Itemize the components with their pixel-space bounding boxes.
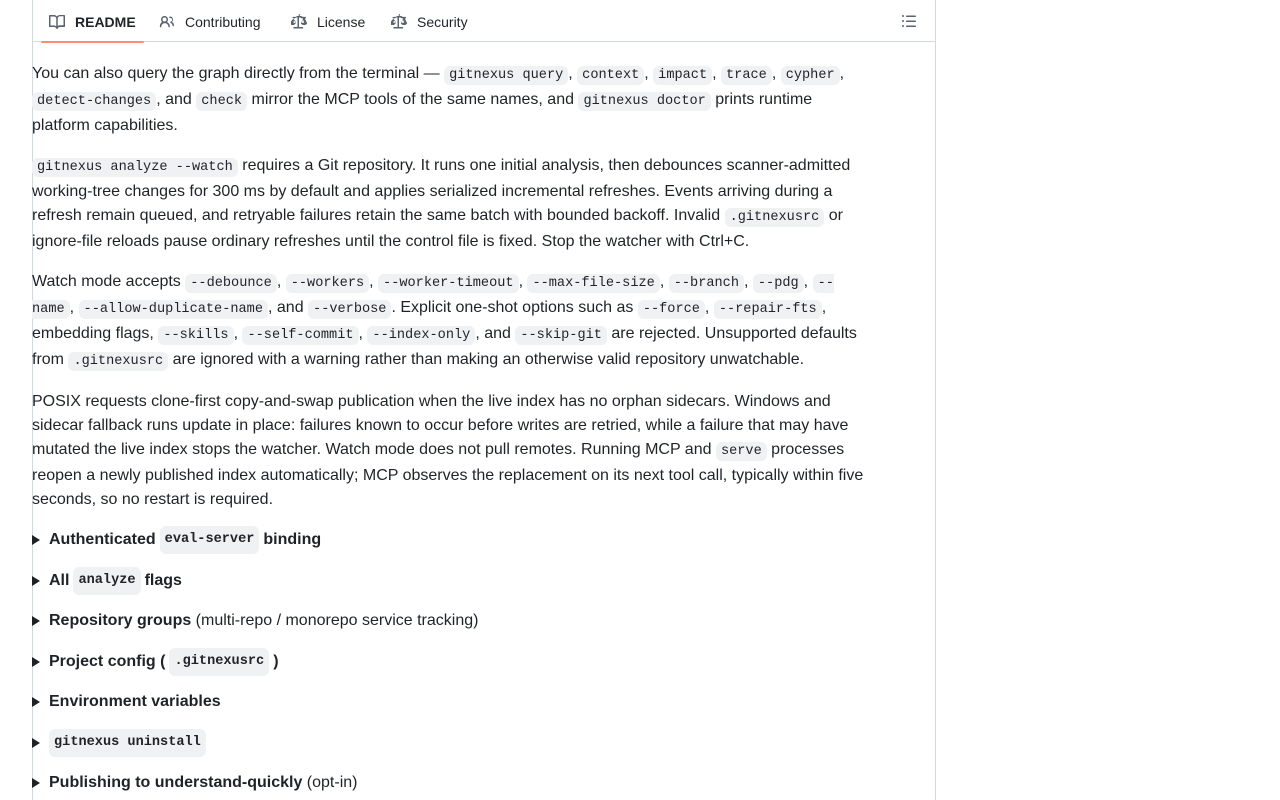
text-run: prints runtime platform capabilities. <box>32 91 813 134</box>
disclosure-triangle-icon <box>32 697 40 707</box>
code-inline: --verbose <box>308 300 391 319</box>
text-run: , <box>369 273 379 290</box>
text-run: , <box>712 65 722 82</box>
text-run: Environment variables <box>49 693 221 710</box>
code-inline: trace <box>721 66 772 85</box>
paragraph-cli-query: You can also query the graph directly from the terminal — gitnexus query , context , impact , trace , cypher , detect-changes , and check mirror the MCP tools of the same names, and gitnexus doctor prints runtime platform capabilities. <box>32 65 845 134</box>
text-run: Repository groups <box>49 612 192 629</box>
text-run: , <box>358 325 368 342</box>
text-run: Watch mode accepts <box>32 273 186 290</box>
code-inline: --self-commit <box>242 326 358 345</box>
text-run: , <box>518 273 528 290</box>
text-run: , and <box>156 91 197 108</box>
text-run: (opt-in) <box>302 774 358 791</box>
disclosure-triangle-icon <box>32 738 40 748</box>
code-inline: analyze <box>73 567 140 595</box>
text-run: requires a Git repository. It runs one initial analysis, then debounces scanner-admitted working-tree changes for 300 ms by default and applies serialized incremental refreshes. Events arriving during a refresh remain queued, and retryable failures retain the same batch with bounded backoff. Invalid <box>32 157 851 224</box>
code-inline: .gitnexusrc <box>68 352 168 371</box>
code-inline: --force <box>638 300 705 319</box>
text-run: , <box>771 65 781 82</box>
text-run: flags <box>144 571 182 589</box>
code-inline: .gitnexusrc <box>725 208 825 227</box>
disclosure-triangle-icon <box>32 576 40 586</box>
text-run: , <box>743 273 753 290</box>
details-project-config[interactable] <box>32 650 872 674</box>
tab-label: Contributing <box>185 13 261 30</box>
code-inline: eval-server <box>160 526 260 554</box>
code-inline: --workers <box>286 274 369 293</box>
text-run: , <box>233 325 243 342</box>
text-run: , <box>276 273 286 290</box>
text-run: , <box>568 65 578 82</box>
details-repository-groups[interactable] <box>32 609 872 633</box>
code-inline: --name <box>32 276 834 317</box>
law-icon <box>391 14 407 30</box>
text-run: Authenticated <box>49 531 156 548</box>
readme-content <box>32 62 872 800</box>
code-inline: .gitnexusrc <box>169 648 269 676</box>
code-inline: --max-file-size <box>527 274 659 293</box>
code-inline: gitnexus uninstall <box>49 729 206 757</box>
code-inline: detect-changes <box>32 92 156 111</box>
details-publishing[interactable] <box>32 771 872 795</box>
code-inline: --pdg <box>753 274 804 293</box>
paragraph-watch <box>32 154 872 254</box>
law-icon <box>291 14 307 30</box>
text-run: Publishing to understand-quickly <box>49 774 303 791</box>
disclosure-triangle-icon <box>32 535 40 545</box>
text-run: , <box>659 273 669 290</box>
text-run: , embedding flags, <box>32 299 827 342</box>
tab-license[interactable] <box>283 1 373 42</box>
text-run: , <box>839 65 845 82</box>
text-run: , <box>69 299 79 316</box>
paragraph-posix <box>32 390 872 512</box>
text-run: , and <box>268 299 309 316</box>
tab-label: Security <box>417 13 468 30</box>
text-run: Project config ( <box>49 652 166 670</box>
code-inline: --debounce <box>185 274 277 293</box>
code-inline: context <box>577 66 644 85</box>
text-run: processes reopen a newly published index automatically; MCP observes the replacement on its next tool call, typically within five seconds, so no restart is required. <box>32 441 864 508</box>
text-run: (multi-repo / monorepo service tracking) <box>191 612 479 629</box>
people-icon <box>159 14 175 30</box>
text-run: or ignore-file reloads pause ordinary refreshes until the control file is fixed. Stop the watcher with Ctrl+C. <box>32 207 843 250</box>
code-inline: --skip-git <box>515 326 607 345</box>
code-inline: gitnexus doctor <box>578 92 710 111</box>
tab-readme[interactable] <box>41 1 144 42</box>
tab-label: README <box>75 13 136 30</box>
text-run: mirror the MCP tools of the same names, and <box>247 91 579 108</box>
code-inline: --skills <box>158 326 233 345</box>
tab-label: License <box>317 13 366 30</box>
details-environment-variables[interactable] <box>32 690 872 714</box>
list-unordered-icon <box>901 13 917 29</box>
text-run: . Explicit one-shot options such as <box>391 299 638 316</box>
code-inline: --worker-timeout <box>378 274 519 293</box>
code-inline: --index-only <box>367 326 475 345</box>
text-run: , <box>803 273 813 290</box>
code-inline: check <box>196 92 247 111</box>
text-run: POSIX requests clone-first copy-and-swap publication when the live index has no orphan sidecars. Windows and sidecar fallback runs update in place: failures known to occur before writes are retried, while a failure that may have mutated the live index stops the watcher. Watch mode does not pull remotes. Running MCP and <box>32 393 849 458</box>
text-run: , and <box>475 325 516 342</box>
text-run: ) <box>273 652 279 670</box>
text-run: are ignored with a warning rather than making an otherwise valid repository unwatchable. <box>168 351 805 368</box>
details-eval-server-binding[interactable] <box>32 528 872 552</box>
code-inline: gitnexus query <box>444 66 568 85</box>
book-icon <box>49 14 65 30</box>
code-inline: cypher <box>781 66 840 85</box>
paragraph-watch-options <box>32 270 872 374</box>
code-inline: --branch <box>669 274 744 293</box>
disclosure-triangle-icon <box>32 657 40 667</box>
code-inline: serve <box>716 442 767 461</box>
details-uninstall[interactable] <box>32 731 872 755</box>
outline-button[interactable] <box>899 11 919 31</box>
tab-security[interactable] <box>383 1 476 42</box>
tab-contributing[interactable] <box>151 1 269 42</box>
disclosure-triangle-icon <box>32 778 40 788</box>
disclosure-triangle-icon <box>32 616 40 626</box>
code-inline: gitnexus analyze --watch <box>32 158 238 177</box>
text-run: are rejected. Unsupported defaults from <box>32 325 857 368</box>
code-inline: impact <box>653 66 712 85</box>
text-run: , <box>704 299 714 316</box>
text-run: binding <box>263 531 322 548</box>
text-run: All <box>49 571 70 589</box>
details-analyze-flags[interactable] <box>32 569 872 593</box>
code-inline: --repair-fts <box>714 300 822 319</box>
text-run: , <box>644 65 654 82</box>
code-inline: --allow-duplicate-name <box>79 300 268 319</box>
file-tabs <box>33 1 935 42</box>
